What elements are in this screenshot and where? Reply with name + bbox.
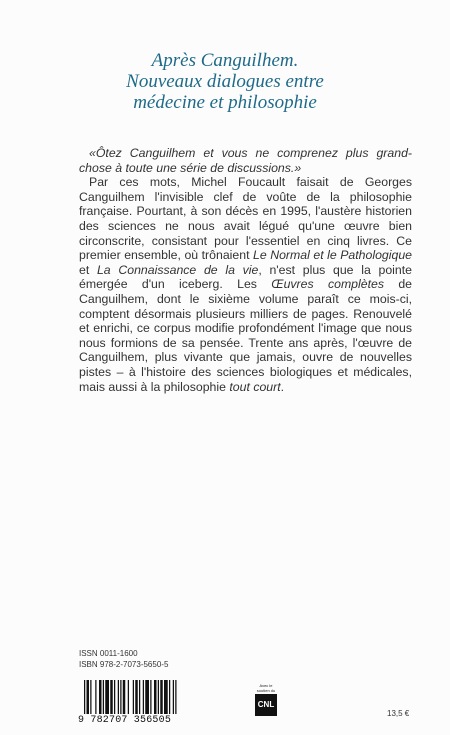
barcode-bar [114,680,115,714]
barcode-bar [95,680,96,714]
cover-title [0,50,450,113]
barcode-bar [90,680,91,714]
barcode-bar [84,680,85,714]
barcode-bar [87,680,90,714]
barcode-bar [143,680,144,714]
title-line-3: médecine et philosophie [133,92,317,113]
blurb-paragraph [79,175,412,394]
issn-number: ISSN 0011-1600 [79,649,138,658]
foucault-quote: «Ôtez Canguilhem et vous ne comprenez plus grand-chose à toute une série de discussions.» [79,146,412,175]
barcode-bar [158,680,159,714]
text-segment: de Canguilhem, dont le sixième volume paraît ce mois-ci, comptent désormais plusieurs milliers de pages. Renouvelé et enrichi, ce corpus modifie profondément l'image que nous nous formions de sa pensée. Trente ans après, l'œuvre de Canguilhem, plus vivante que jamais, ouvre de nouvelles pistes – à l'histoire des sciences biologiques et médicales, mais aussi à la philosophie [79,277,412,394]
cnl-logo: CNL [255,694,277,716]
barcode-bar [173,680,174,714]
barcode-bar [150,680,151,714]
text-segment: . [280,379,285,394]
barcode-bar [118,680,119,714]
barcode-bar [128,680,129,714]
barcode-bar [164,680,168,714]
text-segment: , n'est plus que la pointe émergée d'un iceberg. Les [79,262,412,292]
price: 13,5 € [387,709,410,718]
barcode-number: 9 782707 356505 [78,715,172,726]
barcode-bar [110,680,113,714]
book-title-oeuvres-completes: Œuvres complètes [271,277,384,292]
title-line-2: Nouveaux dialogues entre [126,71,324,92]
identifiers [79,648,168,670]
book-title-connaissance-vie: La Connaissance de la vie [96,262,259,277]
barcode-bar [175,680,176,714]
text-segment: et [79,262,97,277]
blurb [79,146,412,394]
barcode-bar [139,680,140,714]
barcode-bar [105,680,109,714]
book-title-normal-pathologique: Le Normal et le Pathologique [253,248,412,263]
barcode-bar [154,680,157,714]
title-line-1: Après Canguilhem. [151,50,299,71]
barcode-bars [78,680,218,714]
barcode-bar [160,680,163,714]
emphasis-tout-court: tout court [229,379,281,394]
barcode-bar [145,680,149,714]
barcode-bar [135,680,138,714]
barcode-bar [103,680,104,714]
isbn-number: ISBN 978-2-7073-5650-5 [79,660,169,669]
barcode-bar [169,680,170,714]
text-segment: Par ces mots, Michel Foucault faisait de Georges Canguilhem l'invisible clef de voûte de la philosophie française. Pourtant, à son décès en 1995, l'austère historien des sciences ne nous avait légué qu'une œuvre bien circonscrite, consistant pour l'essentiel en cinq livres. Ce premier ensemble, où trônaient [79,175,412,263]
barcode-bar [123,680,126,714]
barcode-bar [120,680,121,714]
cnl-caption: Avec le soutien du [256,683,276,693]
cnl-support [254,683,278,716]
barcode-bar [133,680,134,714]
barcode-bar [99,680,102,714]
